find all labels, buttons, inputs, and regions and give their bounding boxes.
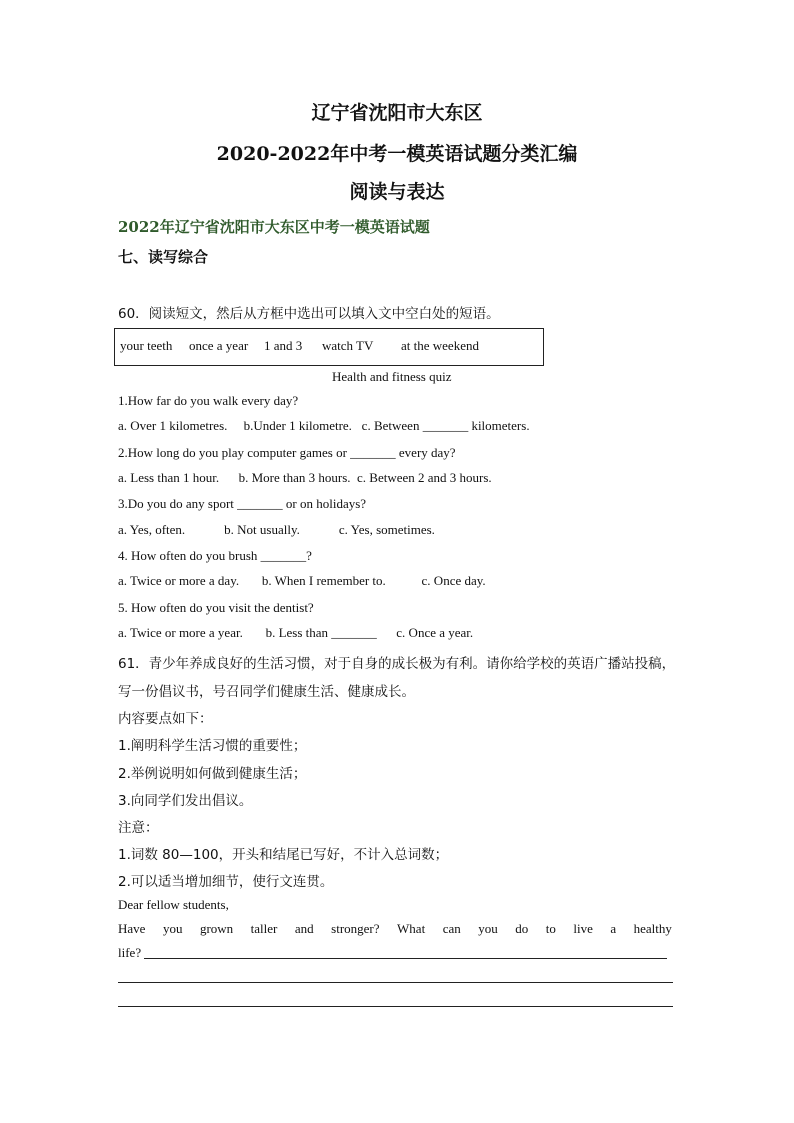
quiz-line: a. Yes, often. b. Not usually. c. Yes, sometimes. [118,522,435,537]
word: taller [250,921,278,936]
note-item: 1.词数 80—100，开头和结尾已写好，不计入总词数； [118,847,449,863]
q60-instruction: 60．阅读短文，然后从方框中选出可以填入文中空白处的短语。 [118,306,500,322]
page-subtitle: 2020-2022年中考一模英语试题分类汇编 [216,143,578,165]
part-heading: 七、读写综合 [118,248,209,266]
answer-line[interactable] [118,1006,673,1007]
word: stronger? [331,921,380,936]
word: healthy [633,921,672,936]
word: can [442,921,461,936]
notes-label: 注意： [118,820,159,836]
greeting: Dear fellow students, [118,897,229,912]
quiz-line: 3.Do you do any sport _______ or on holidays? [118,496,367,511]
quiz-line: 1.How far do you walk every day? [118,393,299,408]
year-heading: 2022年辽宁省沈阳市大东区中考一模英语试题 [118,218,430,236]
quiz-line: 2.How long do you play computer games or _______ every day? [118,445,456,460]
quiz-line: a. Over 1 kilometres. b.Under 1 kilometre. c. Between _______ kilometers. [118,418,530,433]
quiz-line: 5. How often do you visit the dentist? [118,600,314,615]
word: you [162,921,183,936]
word: you [478,921,498,936]
word: What [397,921,426,936]
word: Have [118,921,146,936]
word: grown [199,921,234,936]
section-title: 阅读与表达 [349,181,445,203]
word: do [515,921,529,936]
note-item: 2.可以适当增加细节，使行文连贯。 [118,874,334,890]
opening-sentence [118,921,672,937]
q61-intro: 61．青少年养成良好的生活习惯，对于自身的成长极为有利。请你给学校的英语广播站投稿， [118,656,676,672]
quiz-line: 4. How often do you brush _______? [118,548,312,563]
page-title: 辽宁省沈阳市大东区 [311,102,483,124]
answer-line[interactable] [144,958,667,959]
word-option: once a year [189,338,249,353]
points-label: 内容要点如下： [118,711,213,727]
word-option: 1 and 3 [264,338,303,353]
word: to [545,921,556,936]
word-option: at the weekend [401,338,479,353]
word-option: watch TV [322,338,374,353]
opening-end: life? [118,945,142,960]
word-box [114,328,544,366]
quiz-title: Health and fitness quiz [332,369,452,384]
q61-intro: 写一份倡议书，号召同学们健康生活、健康成长。 [118,684,415,700]
quiz-line: a. Twice or more a day. b. When I remember to. c. Once day. [118,573,486,588]
quiz-line: a. Twice or more a year. b. Less than _______ c. Once a year. [118,625,474,640]
point-item: 1.阐明科学生活习惯的重要性； [118,738,307,754]
word: a [610,921,617,936]
quiz-line: a. Less than 1 hour. b. More than 3 hours. c. Between 2 and 3 hours. [118,470,492,485]
answer-line[interactable] [118,982,673,983]
word: and [294,921,314,936]
point-item: 3.向同学们发出倡议。 [118,793,253,809]
word: live [573,921,593,936]
word-option: your teeth [120,338,173,353]
point-item: 2.举例说明如何做到健康生活； [118,766,307,782]
